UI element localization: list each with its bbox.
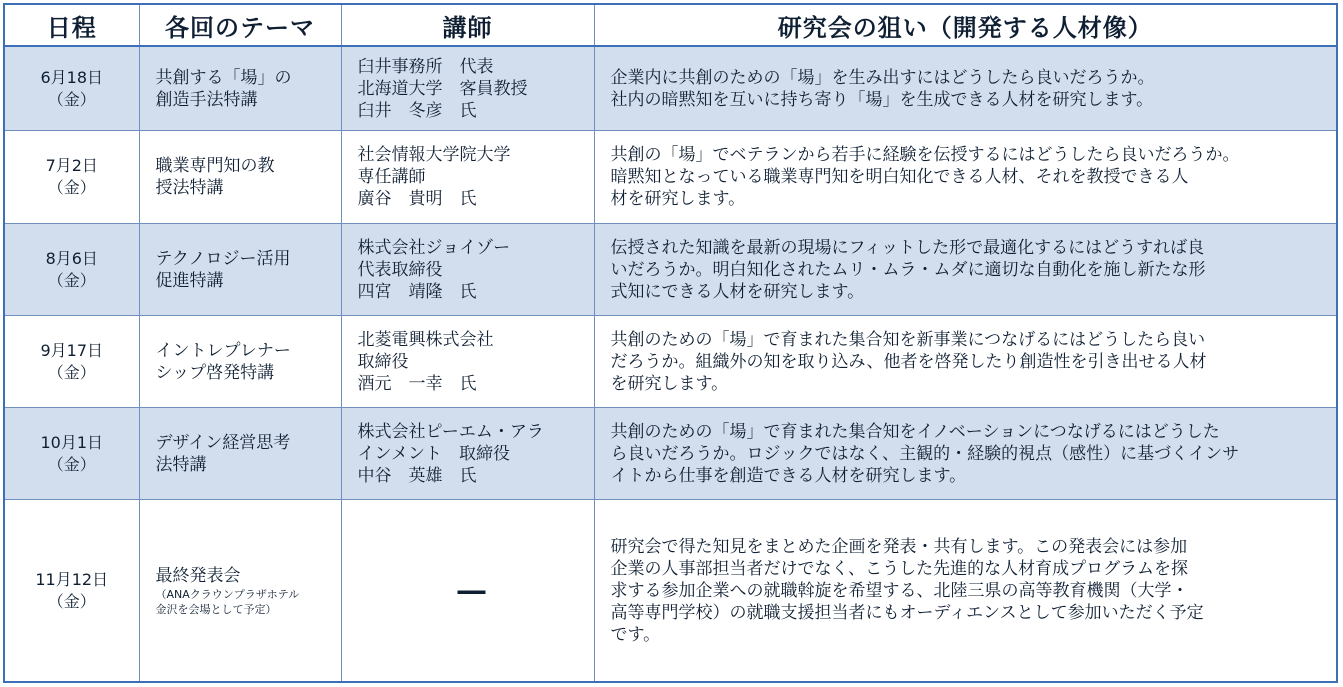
lecturer-line: 臼井 冬彦 氏 [357, 100, 477, 121]
theme-line: 促進特講 [155, 270, 224, 291]
weekday: （金） [47, 178, 96, 198]
theme-cell [139, 316, 341, 408]
lecturer-cell [341, 46, 594, 131]
date-cell [5, 408, 139, 500]
aim-cell [594, 46, 1336, 131]
table-row [5, 46, 1336, 131]
theme-line: 共創する「場」の [155, 67, 292, 88]
table-row [5, 224, 1336, 316]
date-cell [5, 224, 139, 316]
lecturer-line: 臼井事務所 代表 [357, 56, 494, 77]
weekday: （金） [47, 362, 96, 382]
aim-line: 高等専門学校）の就職支援担当者にもオーディエンスとして参加いただく予定 [610, 602, 1204, 623]
aim-line: 伝授された知識を最新の現場にフィットした形で最適化するにはどうすれば良 [610, 237, 1205, 258]
aim-line: 社内の暗黙知を互いに持ち寄り「場」を生成できる人材を研究します。 [610, 89, 1154, 110]
table-header-row [5, 5, 1336, 46]
aim-line: だろうか。組織外の知を取り込み、他者を啓発したり創造性を引き出せる人材 [610, 351, 1207, 372]
lecturer-cell [341, 224, 594, 316]
no-lecturer-dash: ― [457, 573, 486, 607]
lecturer-line: 専任講師 [357, 167, 426, 188]
header-theme: 各回のテーマ [139, 5, 341, 46]
lecturer-cell [341, 408, 594, 500]
aim-line: 共創の「場」でベテランから若手に経験を伝授するにはどうしたら良いだろうか。 [610, 145, 1240, 166]
theme-cell [139, 46, 341, 131]
lecturer-cell [341, 500, 594, 681]
theme-note: 金沢を会場として予定） [155, 602, 277, 616]
theme-cell [139, 408, 341, 500]
aim-cell [594, 408, 1336, 500]
theme-line: 職業専門知の教 [155, 156, 275, 177]
aim-line: 求する参加企業への就職斡旋を希望する、北陸三県の高等教育機関（大学・ [610, 580, 1189, 601]
date-cell [5, 46, 139, 131]
lecturer-line: 廣谷 貴明 氏 [357, 189, 477, 210]
weekday: （金） [47, 454, 96, 474]
lecturer-line: 酒元 一幸 氏 [357, 373, 477, 394]
aim-line: 研究会で得た知見をまとめた企画を発表・共有します。この発表会には参加 [610, 536, 1188, 557]
aim-line: を研究します。 [610, 373, 729, 394]
weekday: （金） [47, 89, 96, 109]
aim-line: いだろうか。明白知化されたムリ・ムラ・ムダに適切な自動化を施し新たな形 [610, 259, 1206, 280]
table-row [5, 316, 1336, 408]
theme-cell [139, 131, 341, 224]
table-row [5, 500, 1336, 681]
date-cell [5, 131, 139, 224]
aim-cell [594, 224, 1336, 316]
aim-line: 式知にできる人材を研究します。 [610, 281, 865, 302]
date-cell [5, 316, 139, 408]
lecturer-line: 代表取締役 [357, 259, 443, 280]
theme-line: 創造手法特講 [155, 89, 258, 110]
schedule-table-frame [3, 3, 1338, 683]
date: 10月1日 [40, 432, 104, 452]
aim-cell [594, 500, 1336, 681]
theme-note: （ANAクラウンプラザホテル [155, 587, 300, 601]
lecturer-line: 中谷 英雄 氏 [357, 465, 477, 486]
theme-line: テクノロジー活用 [155, 248, 291, 269]
lecturer-line: 四宮 靖隆 氏 [357, 281, 477, 302]
date: 7月2日 [45, 156, 98, 176]
aim-line: 材を研究します。 [610, 189, 746, 210]
lecturer-line: 北海道大学 客員教授 [357, 78, 528, 99]
lecturer-line: 株式会社ピーエム・アラ [357, 421, 544, 442]
lecturer-line: 取締役 [357, 351, 409, 372]
header-aim: 研究会の狙い（開発する人材像） [594, 5, 1336, 46]
weekday: （金） [47, 270, 96, 290]
theme-cell [139, 224, 341, 316]
lecturer-line: 株式会社ジョイゾー [357, 237, 511, 258]
table-row [5, 131, 1336, 224]
aim-line: 企業内に共創のための「場」を生み出すにはどうしたら良いだろうか。 [610, 67, 1155, 88]
table-row [5, 408, 1336, 500]
date: 11月12日 [35, 569, 109, 589]
aim-line: ら良いだろうか。ロジックではなく、主観的・経験的視点（感性）に基づくインサ [610, 443, 1240, 464]
theme-cell [139, 500, 341, 681]
date: 9月17日 [40, 340, 104, 360]
lecturer-cell [341, 316, 594, 408]
theme-line: 法特講 [155, 454, 207, 475]
theme-line: イントレプレナー [155, 340, 291, 361]
lecturer-line: 社会情報大学院大学 [357, 145, 511, 166]
aim-cell [594, 131, 1336, 224]
schedule-table [5, 5, 1336, 681]
header-date: 日程 [5, 5, 139, 46]
theme-line: 授法特講 [155, 178, 224, 199]
aim-line: イトから仕事を創造できる人材を研究します。 [610, 465, 967, 486]
weekday: （金） [47, 591, 96, 611]
date: 8月6日 [45, 248, 98, 268]
theme-line: デザイン経営思考 [155, 432, 291, 453]
aim-cell [594, 316, 1336, 408]
aim-line: 共創のための「場」で育まれた集合知をイノベーションにつなげるにはどうした [610, 421, 1220, 442]
theme-line: シップ啓発特講 [155, 362, 275, 383]
lecturer-line: インメント 取締役 [357, 443, 510, 464]
lecturer-line: 北菱電興株式会社 [357, 329, 494, 350]
date-cell [5, 500, 139, 681]
lecturer-cell [341, 131, 594, 224]
aim-line: 暗黙知となっている職業専門知を明白知化できる人材、それを教授できる人 [610, 167, 1189, 188]
date: 6月18日 [40, 67, 104, 87]
aim-line: 企業の人事部担当者だけでなく、こうした先進的な人材育成プログラムを探 [610, 558, 1188, 579]
aim-line: 共創のための「場」で育まれた集合知を新事業につなげるにはどうしたら良い [610, 329, 1206, 350]
aim-line: です。 [610, 624, 661, 645]
header-lecturer: 講師 [341, 5, 594, 46]
theme-line: 最終発表会 [155, 565, 241, 586]
